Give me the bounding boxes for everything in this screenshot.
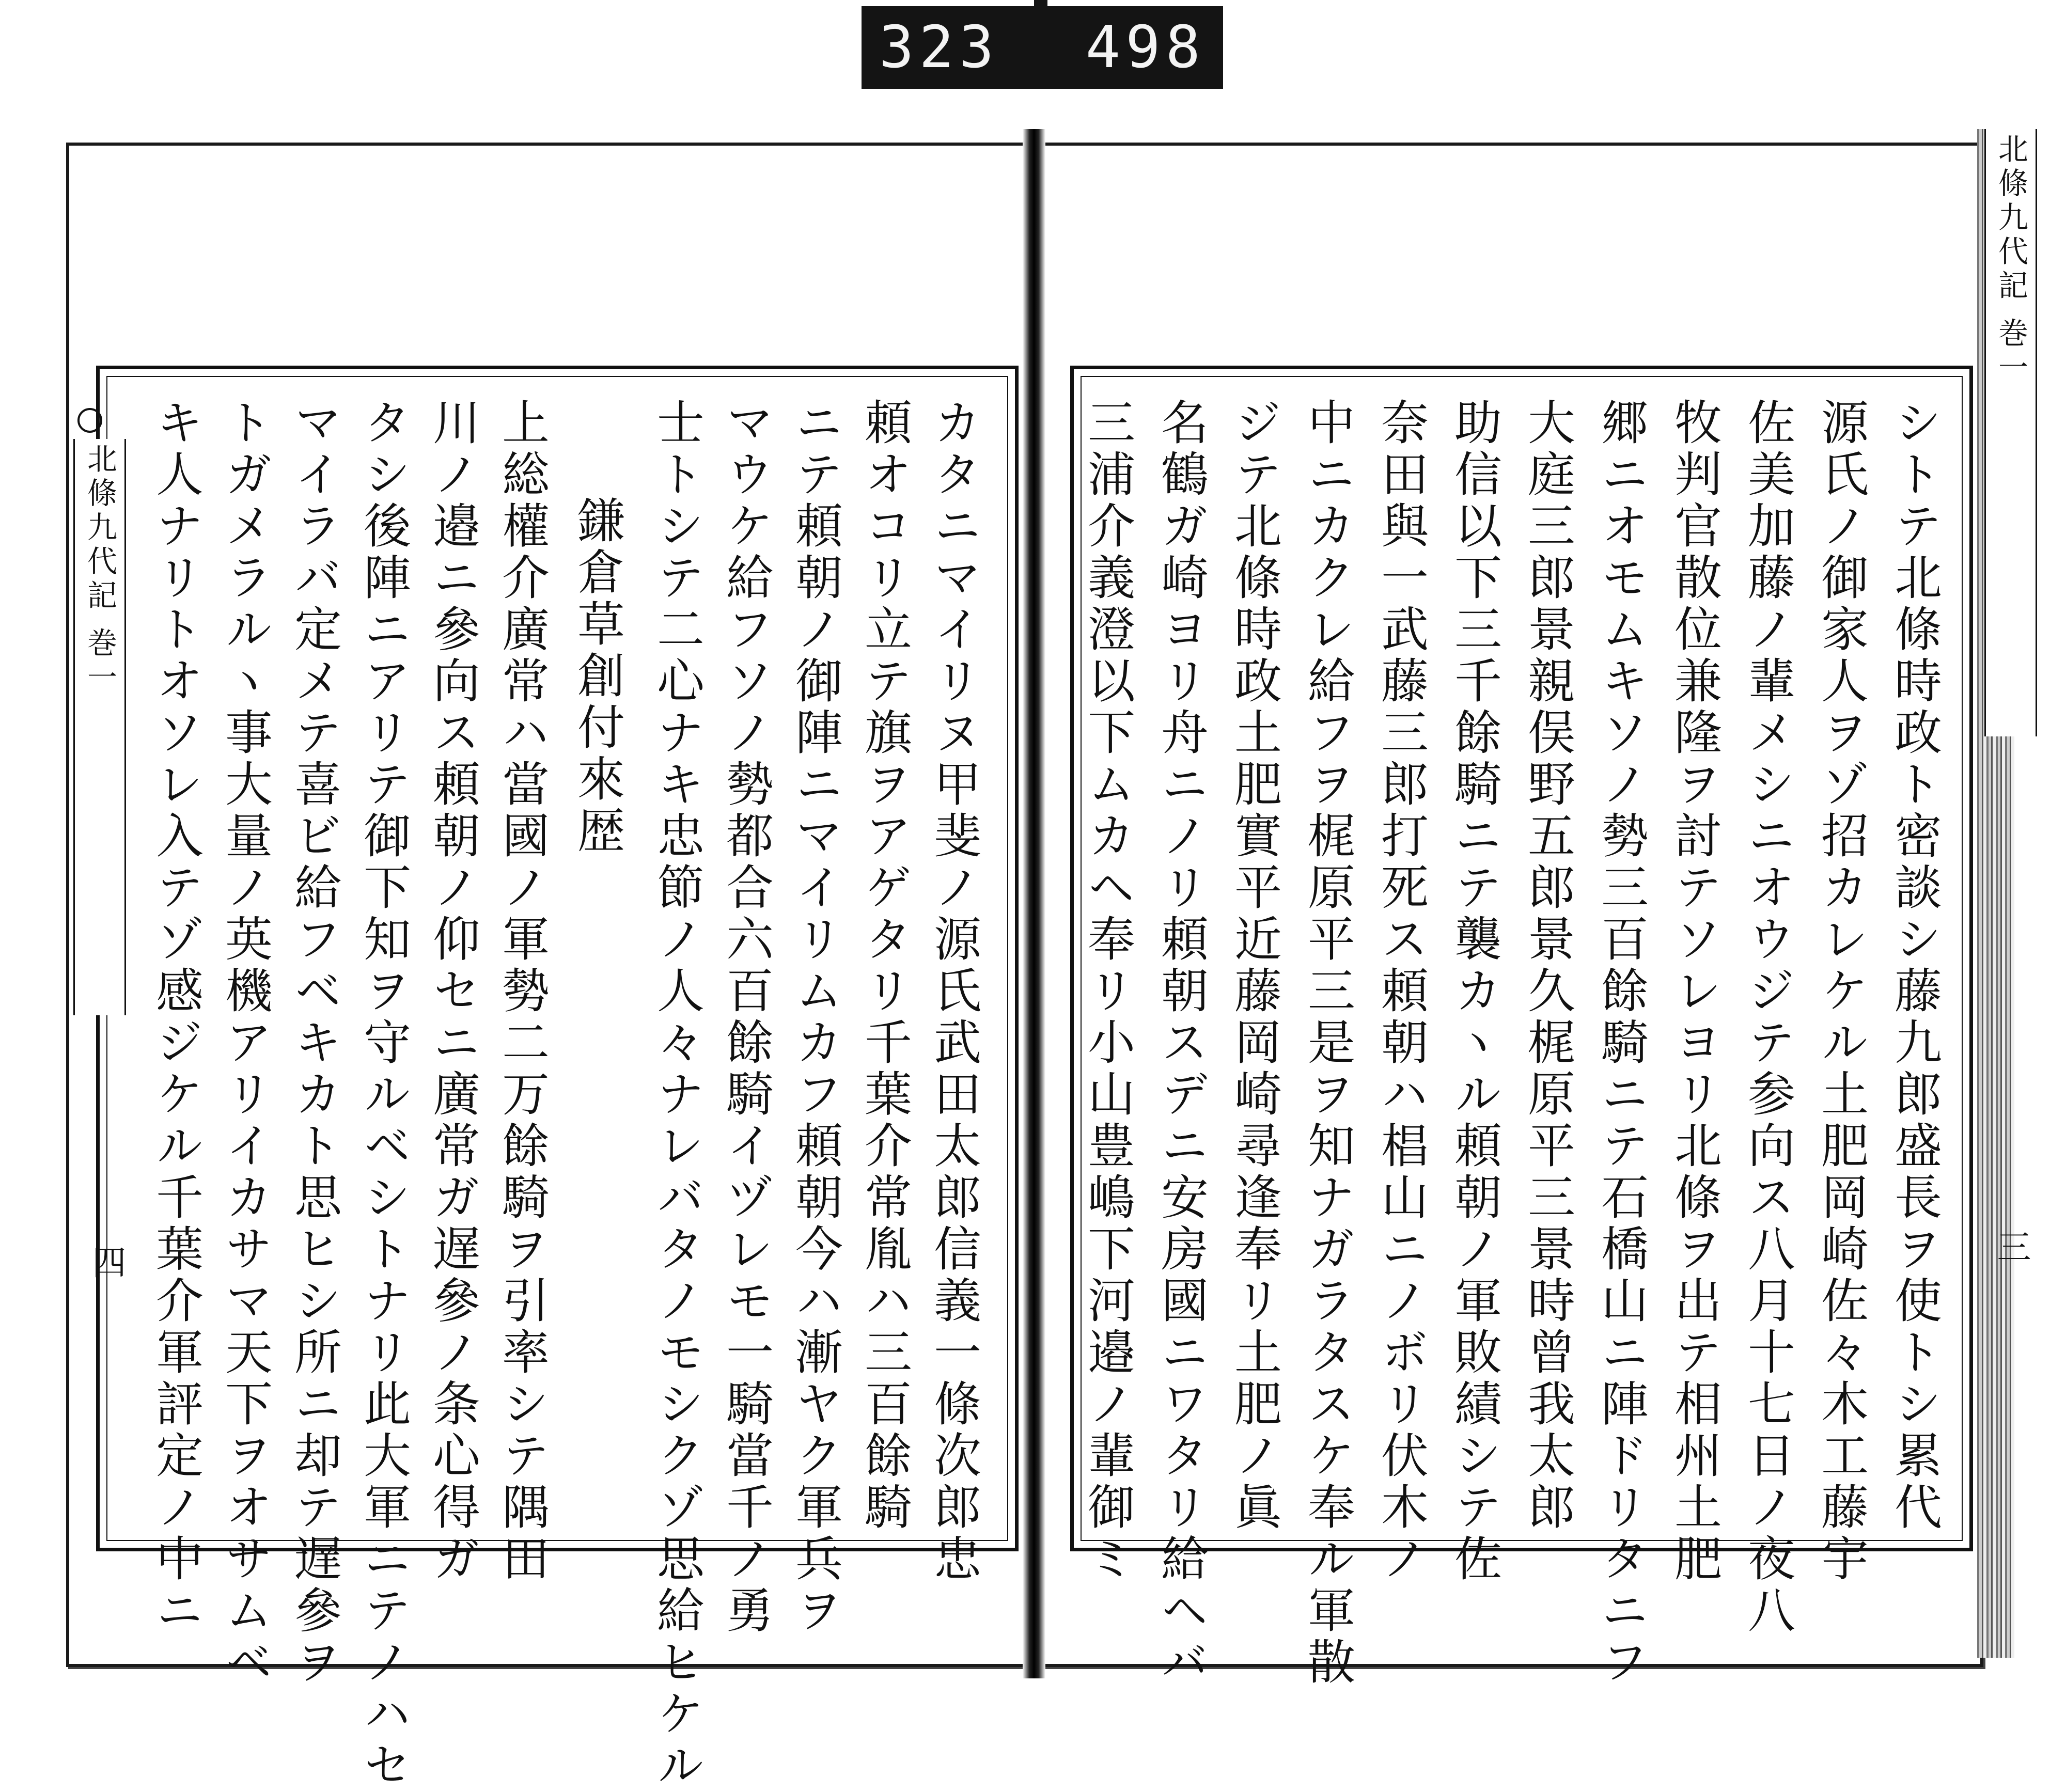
right-column-3: 佐美加藤ノ輩メシニオウジテ参向ス八月十七日ノ夜八: [1740, 398, 1795, 1637]
right-column-11: 名鶴ガ崎ヨリ舟ニノリ頼朝スデニ安房國ニワタリ給ヘバ: [1153, 398, 1209, 1689]
right-column-12: 三浦介義澄以下ムカヘ奉リ小山豊嶋下河邉ノ輩御ミ: [1080, 398, 1135, 1585]
left-column-5: 士トシテ二心ナキ忠節ノ人々ナレバタノモシクゾ思給ヒケル: [649, 398, 705, 1792]
left-column-2: 頼オコリ立テ旗ヲアゲタリ千葉介常胤ハ三百餘騎: [857, 398, 912, 1534]
catalog-number-right: 498: [1085, 14, 1206, 81]
right-column-8: 奈田與一武藤三郎打死ス頼朝ハ椙山ニノボリ伏木ノ: [1373, 398, 1429, 1585]
right-page-hashira: 北條九代記 巻一: [1984, 129, 2037, 736]
right-column-9: 中ニカクレ給フヲ梶原平三是ヲ知ナガラタスケ奉ル軍散: [1300, 398, 1355, 1689]
left-column-8: タシ後陣ニアリテ御下知ヲ守ルベシトナリ此大軍ニテノハセ: [356, 398, 411, 1792]
right-page-folio: 三: [1991, 1229, 2031, 1263]
right-column-2: 源氏ノ御家人ヲゾ招カレケル土肥岡崎佐々木工藤宇: [1813, 398, 1869, 1585]
catalog-label: [862, 6, 1223, 89]
section-heading: 鎌倉草創付來歴: [570, 496, 625, 857]
right-column-10: ジテ北條時政土肥實平近藤岡崎尋逢奉リ土肥ノ眞: [1227, 398, 1282, 1534]
left-column-6: 上総權介廣常ハ當國ノ軍勢二万餘騎ヲ引率シテ隅田: [494, 398, 550, 1585]
book-spine: [1023, 129, 1045, 1678]
left-column-1: カタニマイリヌ甲斐ノ源氏武田太郎信義一條次郎忠: [926, 398, 981, 1585]
right-column-1: シトテ北條時政ト密談シ藤九郎盛長ヲ使トシ累代: [1887, 398, 1942, 1534]
left-column-7: 川ノ邉ニ參向ス頼朝ノ仰セニ廣常ガ遅參ノ条心得ガ: [425, 398, 480, 1585]
left-column-4: マウケ給フソノ勢都合六百餘騎イヅレモ一騎當千ノ勇: [718, 398, 774, 1637]
left-column-10: トガメラルヽ事大量ノ英機アリイカサマ天下ヲオサムベ: [217, 398, 273, 1689]
catalog-number-left: 323: [879, 14, 999, 81]
right-column-5: 郷ニオモムキソノ勢三百餘騎ニテ石橋山ニ陣ドリタニフ: [1593, 398, 1649, 1689]
right-column-7: 助信以下三千餘騎ニテ襲カヽル頼朝ノ軍敗績シテ佐: [1447, 398, 1502, 1585]
left-page-hashira: 北條九代記 巻一: [73, 439, 126, 1015]
fold-circle-mark: [77, 408, 102, 433]
left-column-9: マイラバ定メテ喜ビ給フベキカト思ヒシ所ニ却テ遅參ヲ: [287, 398, 342, 1689]
left-column-3: ニテ頼朝ノ御陣ニマイリムカフ頼朝今ハ漸ヤク軍兵ヲ: [788, 398, 843, 1637]
right-column-6: 大庭三郎景親俣野五郎景久梶原平三景時曾我太郎: [1520, 398, 1575, 1534]
left-page-folio: 四: [86, 1245, 126, 1279]
left-column-11: キ人ナリトオソレ入テゾ感ジケル千葉介軍評定ノ中ニ: [148, 398, 204, 1637]
right-column-4: 牧判官散位兼隆ヲ討テソレヨリ北條ヲ出テ相州土肥: [1667, 398, 1722, 1585]
